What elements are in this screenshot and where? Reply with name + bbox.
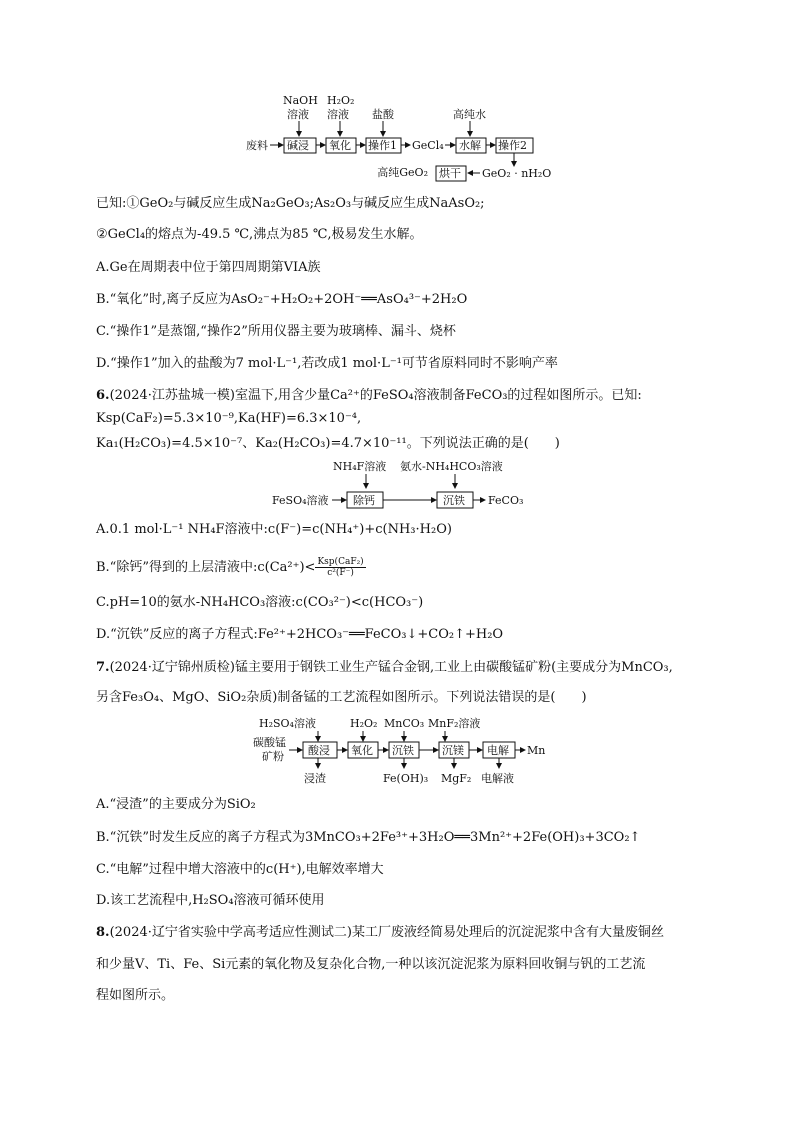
q7-option-c: C.“电解”过程中增大溶液中的c(H⁺),电解效率增大 [96, 862, 384, 877]
q7-step-acid-leach: 酸浸 [308, 744, 330, 757]
q7-reagent-mnf2: MnF₂溶液 [428, 717, 481, 730]
intermediate-gecl4: GeCl₄ [412, 139, 444, 152]
q7-product-mn: Mn [527, 744, 546, 757]
intermediate-geo2-hydrate: GeO₂ · nH₂O [482, 167, 552, 180]
q6-number: 6. [96, 388, 110, 403]
q7-step-oxidize: 氧化 [351, 744, 373, 757]
step-op1: 操作1 [368, 139, 397, 152]
q5-option-b: B.“氧化”时,离子反应为AsO₂⁻+H₂O₂+2OH⁻══AsO₄³⁻+2H₂O [96, 292, 468, 307]
q6-option-b [96, 557, 366, 578]
q6-option-d: D.“沉铁”反应的离子方程式:Fe²⁺+2HCO₃⁻══FeCO₃↓+CO₂↑+H₂O [96, 627, 504, 642]
start-waste: 废料 [246, 139, 268, 152]
q6-option-b-text: B.“除钙”得到的上层清液中:c(Ca²⁺)< [96, 560, 316, 575]
reagent-h2o2-solution: 溶液 [327, 108, 349, 121]
q6-step-precipitate-fe: 沉铁 [443, 494, 465, 507]
q7-output-residue: 浸渣 [304, 772, 326, 785]
q5-option-d: D.“操作1”加入的盐酸为7 mol·L⁻¹,若改成1 mol·L⁻¹可节省原料同时不影响产率 [96, 356, 558, 371]
q7-number: 7. [96, 660, 110, 675]
q7-reagent-h2o2: H₂O₂ [350, 717, 378, 730]
q8-stem-2: 和少量V、Ti、Fe、Si元素的氧化物及复杂化合物,一种以该沉淀泥浆为原料回收铜与钒的工艺流 [96, 957, 646, 972]
step-dry: 烘干 [439, 167, 461, 180]
q6-stem [96, 388, 642, 404]
q8-number: 8. [96, 925, 110, 940]
flow-diagram-mn [0, 710, 794, 790]
step-alkali-leach: 碱浸 [287, 139, 309, 152]
q7-output-mgf2: MgF₂ [441, 772, 472, 785]
q8-stem-1 [96, 925, 664, 941]
q7-stem-1 [96, 660, 673, 676]
q6-product-feco3: FeCO₃ [488, 494, 524, 507]
q7-option-a: A.“浸渣”的主要成分为SiO₂ [96, 797, 256, 812]
q6-option-a: A.0.1 mol·L⁻¹ NH₄F溶液中:c(F⁻)=c(NH₄⁺)+c(NH₃·H₂O) [96, 522, 452, 537]
step-hydrolysis: 水解 [459, 139, 481, 152]
q6-option-c: C.pH=10的氨水-NH₄HCO₃溶液:c(CO₃²⁻)<c(HCO₃⁻) [96, 595, 424, 610]
flow-diagram-ge [0, 0, 794, 190]
q5-known-2: ②GeCl₄的熔点为-49.5 ℃,沸点为85 ℃,极易发生水解。 [96, 227, 423, 242]
q7-step-electrolysis: 电解 [487, 744, 509, 757]
flow-diagram-feco3 [0, 455, 794, 517]
reagent-pure-water: 高纯水 [453, 108, 486, 121]
reagent-h2o2: H₂O₂ [327, 94, 355, 107]
q7-reagent-mnco3: MnCO₃ [384, 717, 425, 730]
q7-stem-text: (2024·辽宁锦州质检)锰主要用于钢铁工业生产锰合金钢,工业上由碳酸锰矿粉(主要成分为MnCO₃, [109, 660, 673, 675]
q6-fraction-numerator: Ksp(CaF₂) [317, 557, 364, 567]
q6-step-remove-ca: 除钙 [353, 494, 375, 507]
q7-output-feoh3: Fe(OH)₃ [383, 772, 429, 785]
q7-start-mnco3-powder-1: 碳酸锰 [253, 736, 286, 749]
q6-reagent-ammonia: 氨水-NH₄HCO₃溶液 [400, 460, 503, 473]
q5-option-c: C.“操作1”是蒸馏,“操作2”所用仪器主要为玻璃棒、漏斗、烧杯 [96, 324, 456, 339]
q6-constants-2: Ka₁(H₂CO₃)=4.5×10⁻⁷、Ka₂(H₂CO₃)=4.7×10⁻¹¹。下列说法正确的是( ) [96, 436, 560, 451]
q6-option-b-fraction [315, 557, 365, 578]
q6-stem-text: (2024·江苏盐城一模)室温下,用含少量Ca²⁺的FeSO₄溶液制备FeCO₃的过程如图所示。已知: [109, 388, 642, 403]
q7-reagent-h2so4: H₂SO₄溶液 [259, 717, 316, 730]
q7-start-mnco3-powder-2: 矿粉 [262, 750, 284, 763]
q6-constants-1: Ksp(CaF₂)=5.3×10⁻⁹,Ka(HF)=6.3×10⁻⁴, [96, 411, 362, 426]
q6-reagent-nh4f: NH₄F溶液 [333, 460, 387, 473]
reagent-naoh: NaOH [283, 94, 318, 107]
step-oxidize: 氧化 [329, 139, 351, 152]
q8-stem-text: (2024·辽宁省实验中学高考适应性测试二)某工厂废液经简易处理后的沉淀泥浆中含有大量废铜丝 [109, 925, 664, 940]
q7-output-electrolyte: 电解液 [481, 772, 514, 785]
q7-step-precipitate-mg: 沉镁 [442, 744, 464, 757]
product-pure-geo2: 高纯GeO₂ [377, 166, 428, 179]
reagent-hcl: 盐酸 [372, 108, 394, 121]
step-op2: 操作2 [498, 139, 527, 152]
q5-known-1: 已知:①GeO₂与碱反应生成Na₂GeO₃;As₂O₃与碱反应生成NaAsO₂; [96, 196, 485, 211]
q5-option-a: A.Ge在周期表中位于第四周期第VIA族 [96, 260, 321, 275]
q7-step-precipitate-fe: 沉铁 [392, 744, 414, 757]
q6-start-feso4: FeSO₄溶液 [272, 494, 329, 507]
q8-stem-3: 程如图所示。 [96, 988, 175, 1003]
q7-option-d: D.该工艺流程中,H₂SO₄溶液可循环使用 [96, 893, 325, 908]
q6-fraction-denominator: c²(F⁻) [327, 568, 354, 578]
q7-stem-2: 另含Fe₃O₄、MgO、SiO₂杂质)制备锰的工艺流程如图所示。下列说法错误的是( ) [96, 690, 587, 705]
reagent-naoh-solution: 溶液 [287, 108, 309, 121]
q7-option-b: B.“沉铁”时发生反应的离子方程式为3MnCO₃+2Fe³⁺+3H₂O══3Mn²⁺+2Fe(OH)₃+3CO₂↑ [96, 830, 641, 845]
